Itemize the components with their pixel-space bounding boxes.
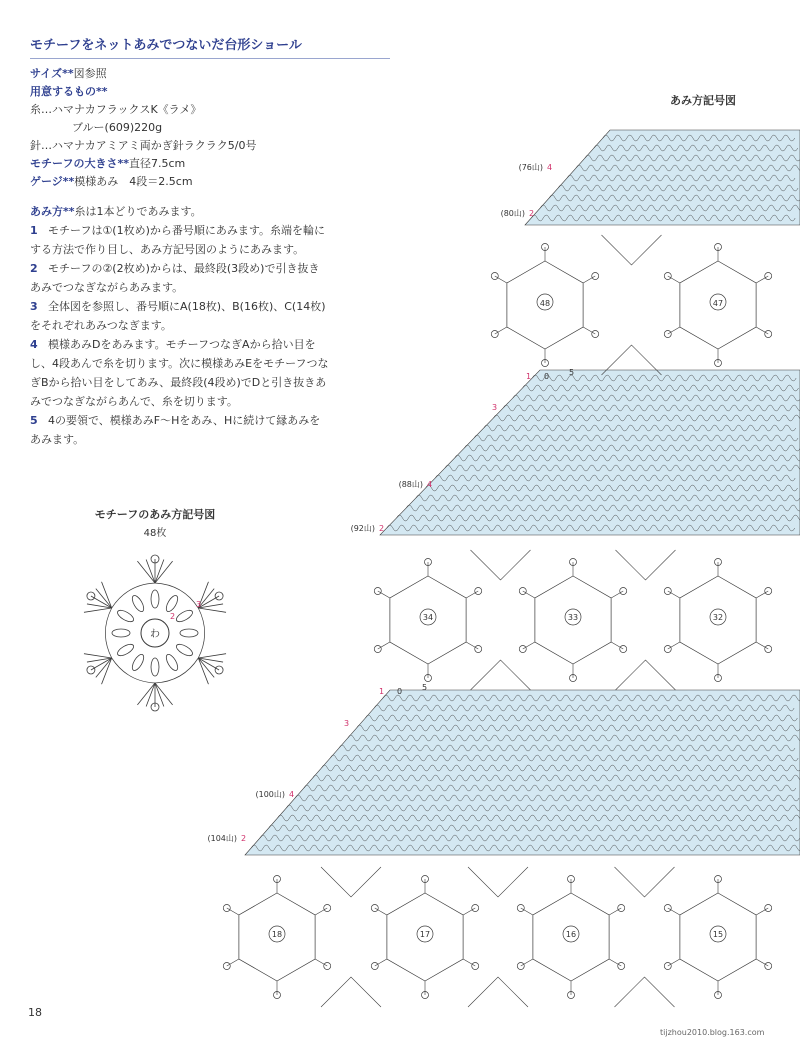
page-title: モチーフをネットあみでつないだ台形ショール xyxy=(30,38,302,53)
step-number: 4 xyxy=(30,338,38,351)
band-row-label: 4 xyxy=(289,790,295,799)
stitch-petal xyxy=(175,608,195,624)
join-row-label: 5 xyxy=(422,683,428,692)
band-count-label: (104山) xyxy=(207,834,237,843)
stitch-fan xyxy=(375,959,387,966)
band-count-label: (80山) xyxy=(500,209,525,218)
stitch-fan xyxy=(315,959,327,966)
stitch-petal xyxy=(175,642,195,658)
title-divider xyxy=(30,58,390,59)
stitch-fan xyxy=(102,658,112,684)
materials-label: 用意するもの** xyxy=(30,85,108,98)
chart-bands xyxy=(245,130,800,855)
stitch-petal xyxy=(130,653,146,673)
net-chain xyxy=(616,550,676,580)
stitch-fan xyxy=(756,642,768,649)
stitch-fan xyxy=(155,561,173,583)
picot xyxy=(374,588,381,595)
join-mark: 0 xyxy=(544,372,550,381)
band-row-label: 2 xyxy=(379,524,385,533)
yarn-color-line: ブルー(609)220g xyxy=(72,121,163,134)
motif-size-value: 直径7.5cm xyxy=(128,157,186,170)
stitch-fan xyxy=(609,908,621,915)
stitch-fan xyxy=(756,959,768,966)
gauge-label: ゲージ** xyxy=(30,175,75,188)
picot xyxy=(664,963,671,970)
step-number: 1 xyxy=(30,224,38,237)
picot xyxy=(592,331,599,338)
step-text: 模様あみDをあみます。モチーフつなぎAから拾い目をし、4段あんで糸を切ります。次に模様あみEをモチーフつなぎBから拾い目をしてあみ、最終段(4段め)でDと引き抜きあみでつなぎながらあんで、糸を切ります。 xyxy=(30,338,329,408)
stitch-fan xyxy=(137,683,155,705)
step-text: モチーフの②(2枚め)からは、最終段(3段め)で引き抜きあみでつなぎながらあみます。 xyxy=(30,262,320,294)
motif-number: 18 xyxy=(271,930,283,939)
pattern-band xyxy=(380,370,800,535)
step-text: 4の要領で、模様あみF～Hをあみ、Hに続けて縁あみをあみます。 xyxy=(30,414,321,446)
picot xyxy=(223,963,230,970)
row-marker: 2 xyxy=(170,612,176,621)
stitch-fan xyxy=(495,327,507,334)
step-text: 全体図を参照し、番号順にA(18枚)、B(16枚)、C(14枚)をそれぞれあみつなぎます。 xyxy=(30,300,326,332)
band-row-label: 4 xyxy=(547,163,553,172)
stitch-fan xyxy=(611,591,623,598)
stitch-fan xyxy=(583,327,595,334)
net-chain xyxy=(321,977,381,1007)
net-chain xyxy=(615,867,675,897)
net-chain xyxy=(615,977,675,1007)
page-number: 18 xyxy=(28,1006,42,1019)
stitch-fan xyxy=(375,908,387,915)
join-row-label: 3 xyxy=(344,719,350,728)
picot xyxy=(223,905,230,912)
materials-line xyxy=(30,83,360,101)
join-mark: 0 xyxy=(397,687,403,696)
motif-number: 17 xyxy=(419,930,431,939)
step-number: 5 xyxy=(30,414,38,427)
motif-diagram-count: 48枚 xyxy=(143,528,167,539)
net-chain xyxy=(616,660,676,690)
pattern-band xyxy=(525,130,800,225)
picot xyxy=(371,905,378,912)
stitch-petal xyxy=(130,594,146,614)
picot xyxy=(592,273,599,280)
stitch-fan xyxy=(227,908,239,915)
motif-diagram-title: モチーフのあみ方記号図 xyxy=(94,508,216,521)
picot xyxy=(664,331,671,338)
stitch-chart xyxy=(195,115,800,1020)
stitch-petal xyxy=(112,629,130,637)
stitch-petal xyxy=(164,653,180,673)
picot xyxy=(519,646,526,653)
step-number: 3 xyxy=(30,300,38,313)
motif-number: 33 xyxy=(567,613,579,622)
stitch-fan xyxy=(521,959,533,966)
stitch-fan xyxy=(466,591,478,598)
stitch-fan xyxy=(523,642,535,649)
stitch-fan xyxy=(378,591,390,598)
stitch-fan xyxy=(668,591,680,598)
stitch-fan xyxy=(611,642,623,649)
stitch-fan xyxy=(756,276,768,283)
picot xyxy=(664,905,671,912)
band-row-label: 4 xyxy=(427,480,433,489)
watermark: tijzhou2010.blog.163.com xyxy=(660,1028,765,1037)
instructions-intro-text: 糸は1本どりであみます。 xyxy=(74,205,202,218)
ring-label: わ xyxy=(150,629,160,640)
stitch-fan xyxy=(84,608,112,612)
stitch-fan xyxy=(756,591,768,598)
stitch-fan xyxy=(583,276,595,283)
picot xyxy=(517,963,524,970)
picot xyxy=(371,963,378,970)
step-number: 2 xyxy=(30,262,38,275)
stitch-fan xyxy=(756,908,768,915)
stitch-fan xyxy=(668,959,680,966)
chart-motifs xyxy=(223,235,771,1007)
stitch-fan xyxy=(609,959,621,966)
chart-title: あみ方記号図 xyxy=(670,94,736,107)
picot xyxy=(517,905,524,912)
stitch-fan xyxy=(466,642,478,649)
band-row-label: 2 xyxy=(241,834,247,843)
stitch-fan xyxy=(668,908,680,915)
stitch-petal xyxy=(164,594,180,614)
instructions-label: あみ方** xyxy=(30,205,75,218)
net-chain xyxy=(471,550,531,580)
stitch-fan xyxy=(137,561,155,583)
stitch-fan xyxy=(96,589,112,608)
picot xyxy=(664,588,671,595)
motif-size-label: モチーフの大きさ** xyxy=(30,157,129,170)
net-chain xyxy=(602,235,662,265)
band-count-label: (92山) xyxy=(350,524,375,533)
band-count-label: (100山) xyxy=(255,790,285,799)
stitch-fan xyxy=(521,908,533,915)
band-count-label: (76山) xyxy=(518,163,543,172)
stitch-fan xyxy=(756,327,768,334)
band-row-label: 2 xyxy=(529,209,535,218)
picot xyxy=(620,646,627,653)
picot xyxy=(664,646,671,653)
picot xyxy=(519,588,526,595)
step-text: モチーフは①(1枚め)から番号順にあみます。糸端を輪にする方法で作り目し、あみ方記号図のようにあみます。 xyxy=(30,224,326,256)
motif-number: 34 xyxy=(422,613,434,622)
picot xyxy=(620,588,627,595)
yarn-line: 糸…ハマナカフラックスK《ラメ》 xyxy=(30,103,202,116)
stitch-petal xyxy=(151,590,159,608)
join-row-label: 3 xyxy=(492,403,498,412)
stitch-petal xyxy=(116,608,136,624)
stitch-fan xyxy=(668,276,680,283)
picot xyxy=(618,905,625,912)
pattern-band xyxy=(245,690,800,855)
stitch-fan xyxy=(463,908,475,915)
band-count-label: (88山) xyxy=(398,480,423,489)
stitch-fan xyxy=(463,959,475,966)
stitch-petal xyxy=(151,658,159,676)
join-row-label: 5 xyxy=(569,368,575,377)
stitch-fan xyxy=(227,959,239,966)
net-chain xyxy=(471,660,531,690)
stitch-petal xyxy=(116,642,136,658)
stitch-fan xyxy=(315,908,327,915)
gauge-value: 模様あみ 4段＝2.5cm xyxy=(74,175,193,188)
picot xyxy=(664,273,671,280)
size-value: 図参照 xyxy=(73,67,107,80)
motif-number: 32 xyxy=(712,613,724,622)
picot xyxy=(324,963,331,970)
motif-number: 47 xyxy=(712,299,724,308)
net-chain xyxy=(321,867,381,897)
stitch-fan xyxy=(378,642,390,649)
stitch-fan xyxy=(668,327,680,334)
stitch-fan xyxy=(96,658,112,677)
size-line xyxy=(30,65,360,83)
stitch-fan xyxy=(523,591,535,598)
size-label: サイズ** xyxy=(30,67,74,80)
net-chain xyxy=(468,977,528,1007)
motif-number: 15 xyxy=(712,930,724,939)
stitch-fan xyxy=(102,582,112,608)
join-row-label: 1 xyxy=(526,372,532,381)
picot xyxy=(374,646,381,653)
chain-arc xyxy=(105,608,111,658)
motif-number: 48 xyxy=(539,299,551,308)
stitch-fan xyxy=(495,276,507,283)
picot xyxy=(618,963,625,970)
motif-number: 16 xyxy=(565,930,577,939)
join-row-label: 1 xyxy=(379,687,385,696)
row-marker: 3 xyxy=(196,600,202,609)
net-chain xyxy=(468,867,528,897)
picot xyxy=(324,905,331,912)
stitch-fan xyxy=(155,683,173,705)
stitch-fan xyxy=(84,654,112,658)
stitch-fan xyxy=(668,642,680,649)
needle-line: 針…ハマナカアミアミ両かぎ針ラクラク5/0号 xyxy=(30,139,257,152)
